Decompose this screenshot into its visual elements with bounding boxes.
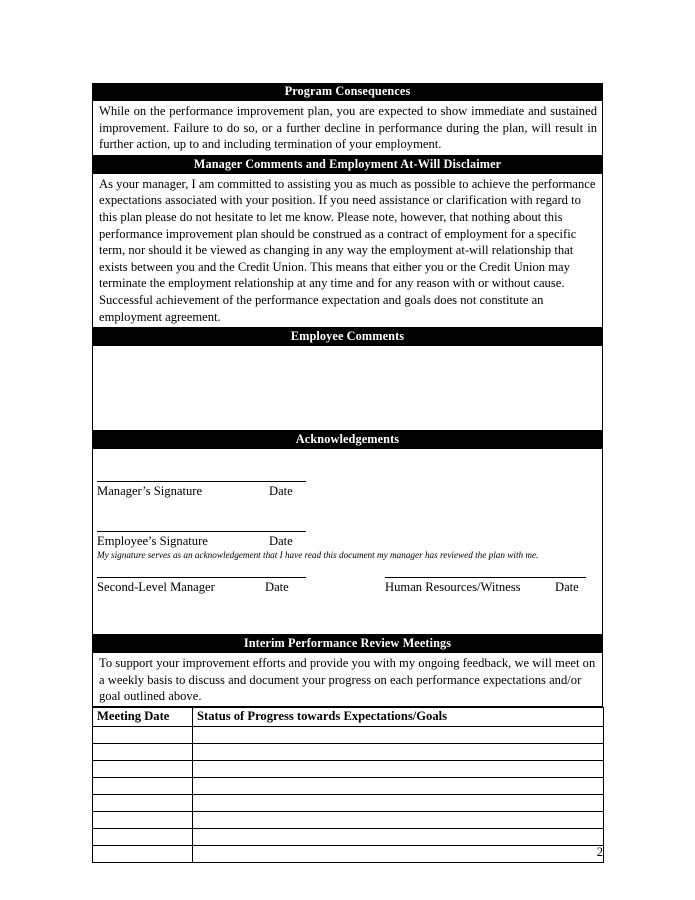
cell-status[interactable] — [193, 743, 604, 760]
table-row[interactable] — [93, 811, 604, 828]
hr-witness-label: Human Resources/Witness — [385, 580, 521, 595]
employee-signature-date-label: Date — [269, 534, 293, 549]
cell-meeting-date[interactable] — [93, 777, 193, 794]
table-body — [93, 726, 604, 862]
employee-signature-label: Employee’s Signature — [97, 534, 208, 549]
hr-witness-signature-line[interactable] — [385, 577, 586, 578]
second-level-manager-date-label: Date — [265, 580, 289, 595]
table-row[interactable] — [93, 760, 604, 777]
cell-meeting-date[interactable] — [93, 760, 193, 777]
table-header-row — [93, 707, 604, 726]
column-header-meeting-date: Meeting Date — [93, 707, 193, 726]
column-header-status-of-progress: Status of Progress towards Expectations/Goals — [193, 707, 604, 726]
cell-meeting-date[interactable] — [93, 845, 193, 862]
table-row[interactable] — [93, 845, 604, 862]
employee-comments-input-area[interactable] — [92, 346, 603, 431]
interim-meetings-table — [92, 707, 604, 863]
second-level-manager-signature-line[interactable] — [97, 577, 306, 578]
table-row[interactable] — [93, 794, 604, 811]
employee-signature-line[interactable] — [97, 531, 306, 532]
cell-meeting-date[interactable] — [93, 828, 193, 845]
section-header-program-consequences: Program Consequences — [92, 83, 603, 101]
cell-meeting-date[interactable] — [93, 811, 193, 828]
manager-signature-line[interactable] — [97, 481, 306, 482]
manager-signature-date-label: Date — [269, 484, 293, 499]
section-header-interim-meetings: Interim Performance Review Meetings — [92, 635, 603, 653]
section-header-manager-comments: Manager Comments and Employment At-Will Disclaimer — [92, 156, 603, 174]
table-row[interactable] — [93, 777, 604, 794]
cell-status[interactable] — [193, 794, 604, 811]
cell-status[interactable] — [193, 726, 604, 743]
table-row[interactable] — [93, 828, 604, 845]
cell-status[interactable] — [193, 760, 604, 777]
cell-status[interactable] — [193, 845, 604, 862]
acknowledgements-body — [92, 449, 603, 635]
hr-witness-date-label: Date — [555, 580, 579, 595]
second-level-manager-label: Second-Level Manager — [97, 580, 215, 595]
cell-status[interactable] — [193, 828, 604, 845]
page-number: 2 — [596, 845, 603, 859]
table-row[interactable] — [93, 726, 604, 743]
program-consequences-body: While on the performance improvement plan, you are expected to show immediate and sustained improvement. Failure to do so, or a further decline in performance during the plan, will result in further action, up to and including termination of your employment. — [92, 101, 603, 156]
cell-status[interactable] — [193, 777, 604, 794]
cell-meeting-date[interactable] — [93, 743, 193, 760]
acknowledgement-fine-print: My signature serves as an acknowledgement that I have read this document my manager has reviewed the plan with me. — [97, 550, 539, 561]
interim-meetings-intro: To support your improvement efforts and provide you with my ongoing feedback, we will meet on a weekly basis to discuss and document your progress on each performance expectations and/or goal outlined above. — [92, 653, 603, 707]
cell-meeting-date[interactable] — [93, 726, 193, 743]
manager-comments-body: As your manager, I am committed to assisting you as much as possible to achieve the performance expectations associated with your position. If you need assistance or clarification with regard to this plan please do not hesitate to let me know. Please note, however, that nothing about this performance improvement plan should be construed as a contract of employment for a specific term, nor should it be viewed as changing in any way the employment at-will relationship that exists between you and the Credit Union. This means that either you or the Credit Union may terminate the employment relationship at any time and for any reason with or without cause. Successful achievement of the performance expectation and goals does not constitute an employment agreement. — [92, 174, 603, 328]
cell-status[interactable] — [193, 811, 604, 828]
cell-meeting-date[interactable] — [93, 794, 193, 811]
table-row[interactable] — [93, 743, 604, 760]
form-body — [92, 83, 603, 863]
manager-signature-label: Manager’s Signature — [97, 484, 203, 499]
section-header-acknowledgements: Acknowledgements — [92, 431, 603, 449]
section-header-employee-comments: Employee Comments — [92, 328, 603, 346]
